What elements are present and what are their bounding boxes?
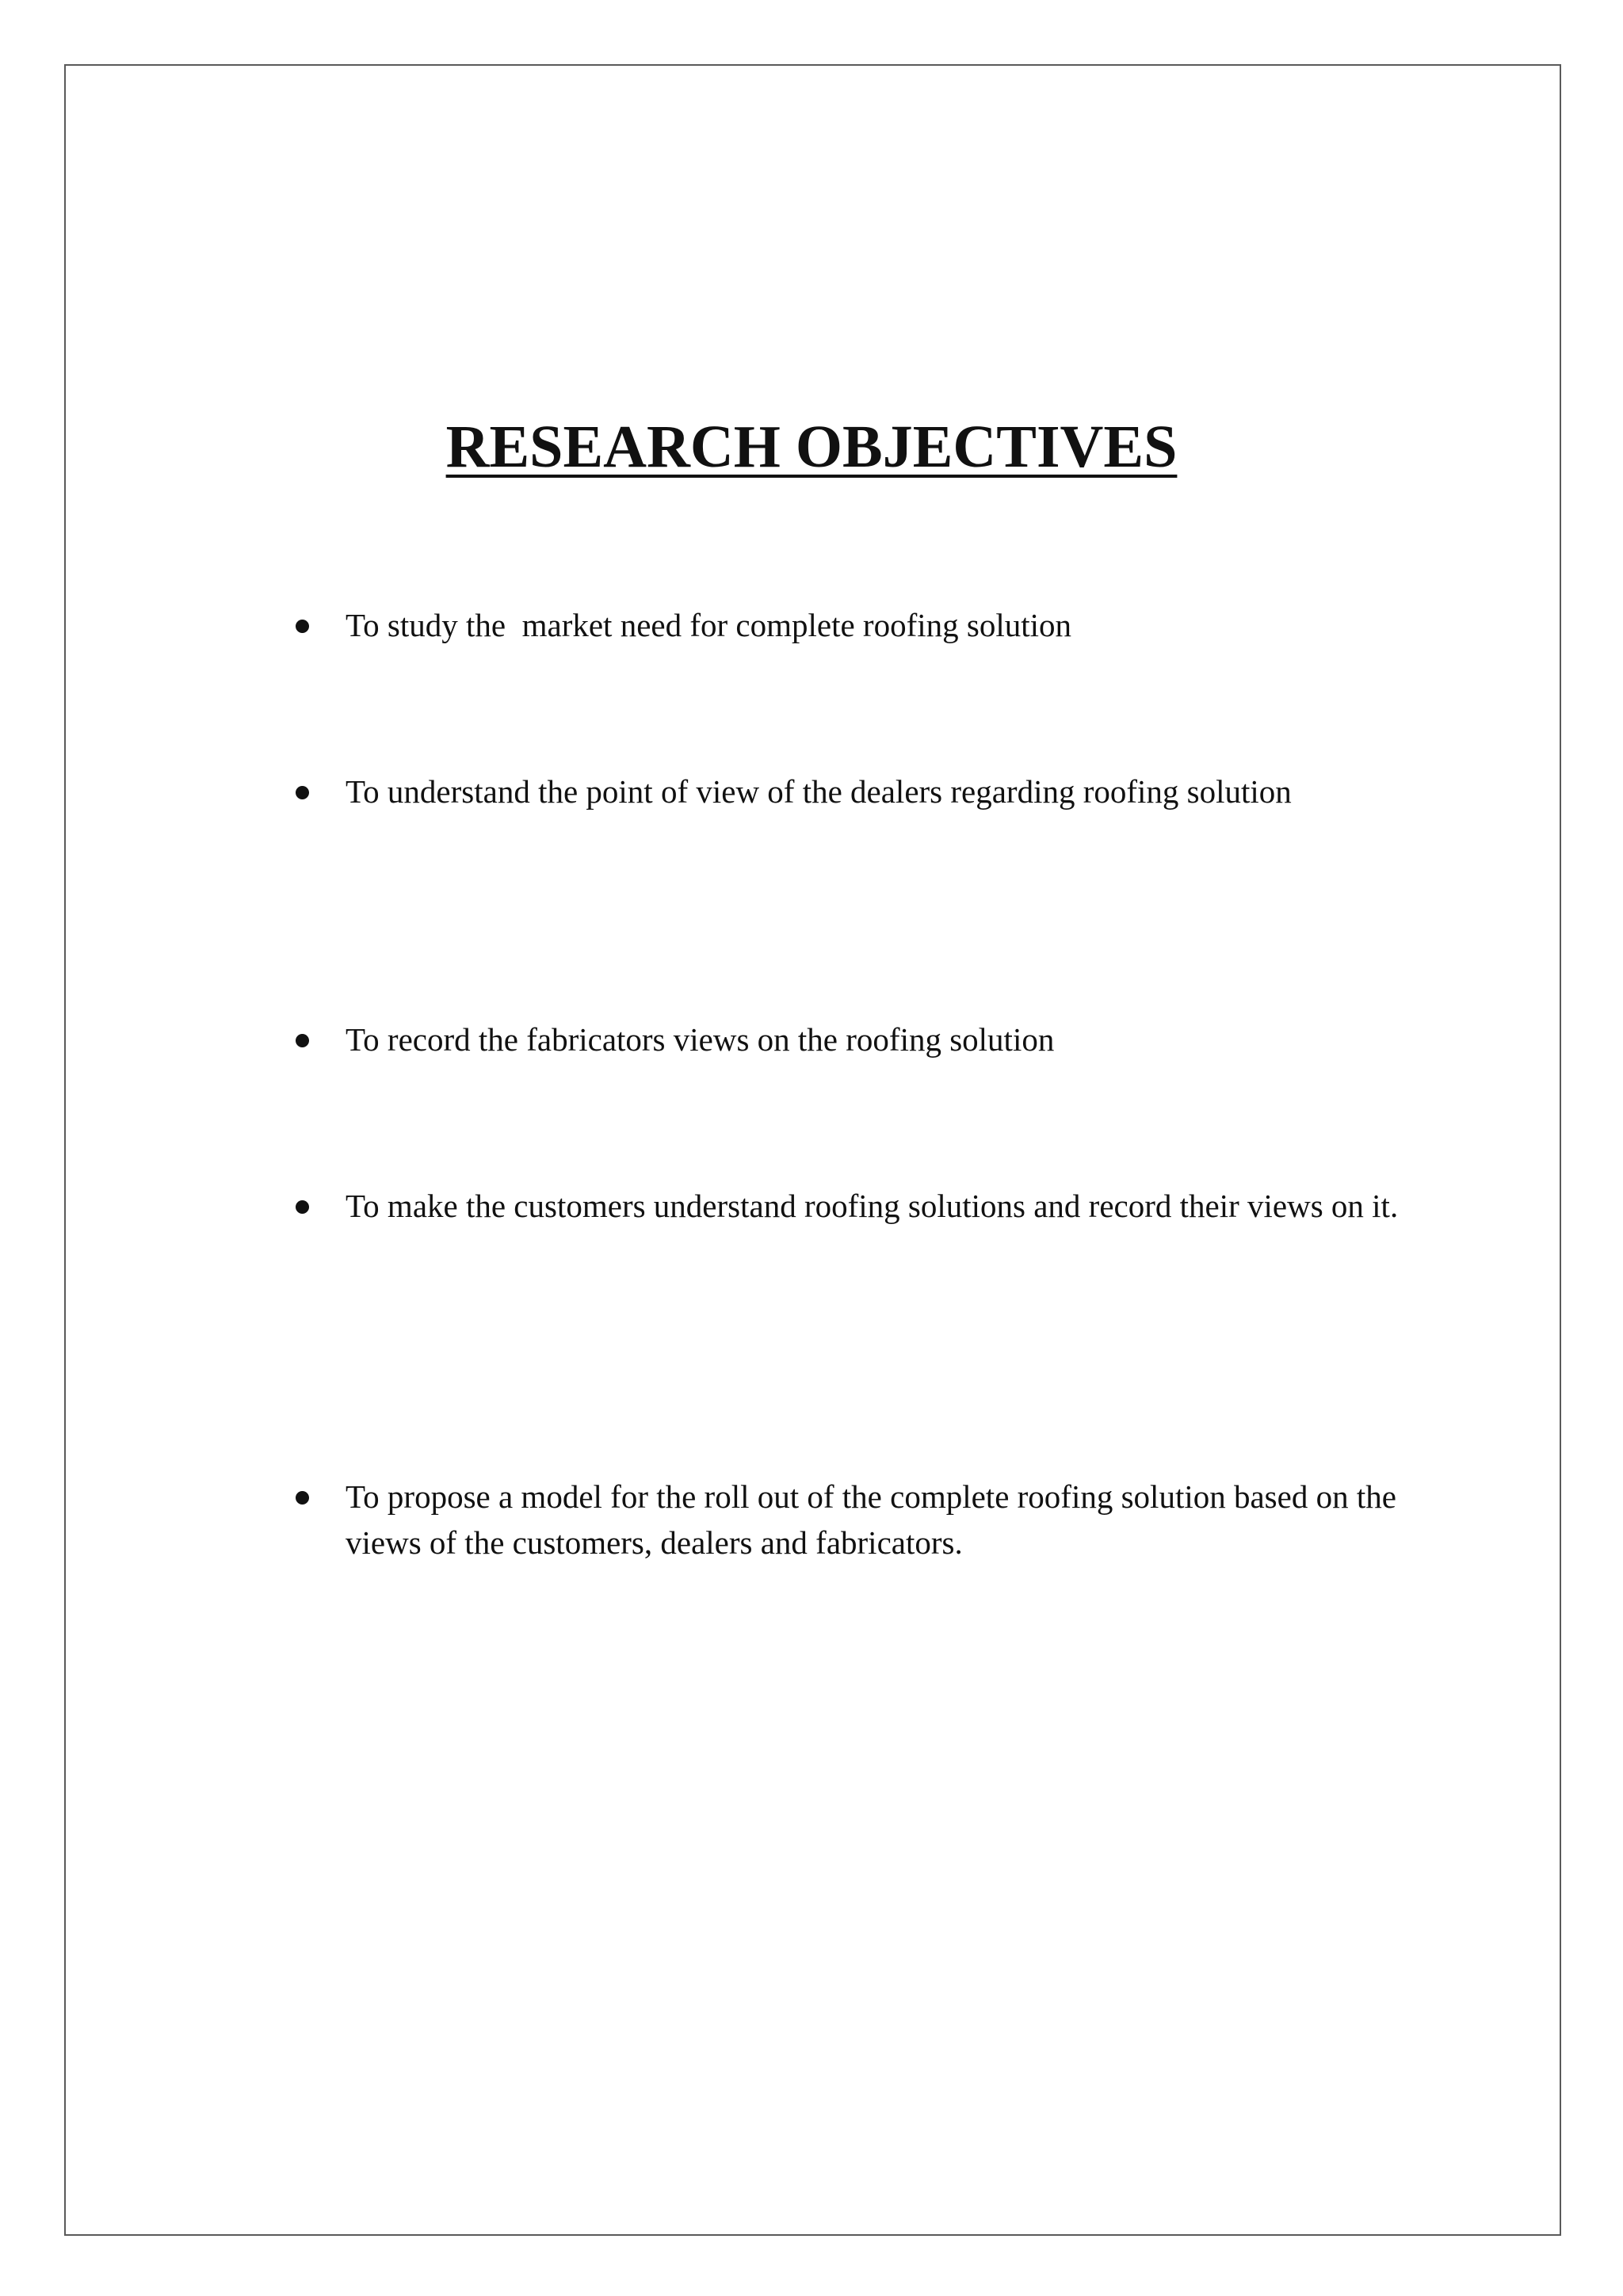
bullet-icon: [296, 1034, 309, 1047]
page-border: [64, 64, 1561, 2236]
objective-text: To understand the point of view of the dealers regarding roofing solution: [346, 773, 1292, 810]
objective-text: To propose a model for the roll out of the complete roofing solution based on the views of the customers, dealers and fabricators.: [346, 1478, 1405, 1561]
objective-text: To study the market need for complete roofing solution: [346, 607, 1071, 643]
bullet-icon: [296, 1200, 309, 1214]
page-title: RESEARCH OBJECTIVES: [445, 414, 1178, 480]
bullet-icon: [296, 786, 309, 799]
bullet-icon: [296, 1491, 309, 1505]
objective-text: To make the customers understand roofing solutions and record their views on it.: [346, 1188, 1399, 1224]
bullet-icon: [296, 620, 309, 633]
objective-text: To record the fabricators views on the roofing solution: [346, 1021, 1055, 1058]
